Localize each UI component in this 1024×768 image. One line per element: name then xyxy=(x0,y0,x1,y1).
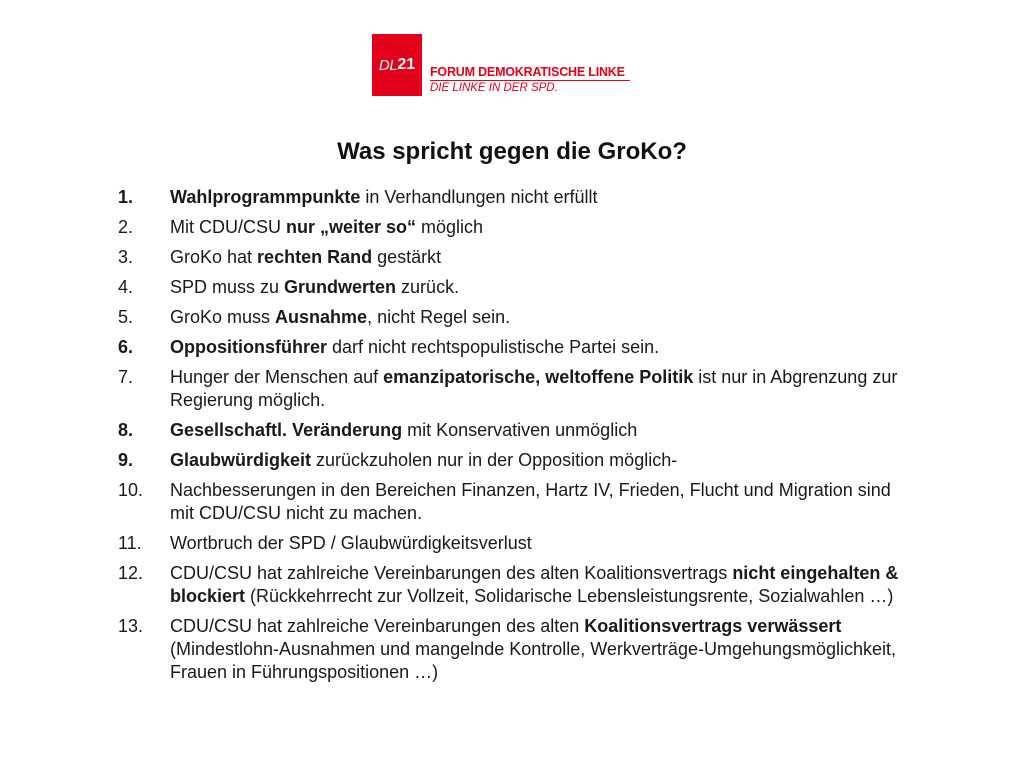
logo xyxy=(372,34,632,96)
list-item-text xyxy=(170,615,918,684)
emphasis-text: Oppositionsführer xyxy=(170,337,327,357)
text-segment: (Rückkehrrecht zur Vollzeit, Solidarische Lebensleistungsrente, Sozialwahlen …) xyxy=(245,586,894,606)
text-segment: , nicht Regel sein. xyxy=(367,307,511,327)
emphasis-text: rechten Rand xyxy=(257,247,373,267)
text-segment: (Mindestlohn-Ausnahmen und mangelnde Kontrolle, Werkverträge-Umgehungsmöglichkeit, Frauen in Führungspositionen …) xyxy=(170,639,897,682)
logo-tagline: DIE LINKE IN DER SPD. xyxy=(430,82,558,94)
list-item-number: 1. xyxy=(118,187,134,207)
list-item xyxy=(118,306,918,329)
list-item xyxy=(118,246,918,269)
list-item-text xyxy=(170,186,918,209)
logo-badge-prefix: DL xyxy=(378,56,398,74)
list-item-text xyxy=(170,449,918,472)
text-segment: darf nicht rechtspopulistische Partei sein. xyxy=(327,337,660,357)
list-item-text xyxy=(170,479,918,525)
list-item-number: 11. xyxy=(118,533,142,553)
list-item xyxy=(118,419,918,442)
text-segment: zurückzuholen nur in der Opposition möglich- xyxy=(311,450,678,470)
list-item xyxy=(118,532,918,555)
emphasis-text: nur „weiter so“ xyxy=(286,217,417,237)
list-item xyxy=(118,216,918,239)
logo-badge-number: 21 xyxy=(397,56,416,73)
list-item-number: 9. xyxy=(118,450,134,470)
list-item-text xyxy=(170,366,918,412)
list-item-text xyxy=(170,276,918,299)
list-item xyxy=(118,615,918,684)
list-item-number: 3. xyxy=(118,247,134,267)
emphasis-text: Glaubwürdigkeit xyxy=(170,450,312,470)
list-item-text xyxy=(170,216,918,239)
text-segment: CDU/CSU hat zahlreiche Vereinbarungen des alten Koalitionsvertrags xyxy=(170,563,733,583)
emphasis-text: emanzipatorische, weltoffene Politik xyxy=(383,367,694,387)
list-item xyxy=(118,366,918,412)
text-segment: möglich xyxy=(416,217,484,237)
list-item-text xyxy=(170,246,918,269)
list-item-text xyxy=(170,532,918,555)
list-item-number: 7. xyxy=(118,367,134,387)
list-item-number: 5. xyxy=(118,307,134,327)
text-segment: GroKo muss xyxy=(170,307,276,327)
list-item xyxy=(118,186,918,209)
text-segment: Hunger der Menschen auf xyxy=(170,367,384,387)
list-item-number: 6. xyxy=(118,337,134,357)
emphasis-text: nicht eingehalten & blockiert xyxy=(170,563,899,606)
list-item-text xyxy=(170,562,918,608)
list-item xyxy=(118,479,918,525)
list-item-text xyxy=(170,336,918,359)
emphasis-text: Grundwerten xyxy=(284,277,397,297)
text-segment: zurück. xyxy=(396,277,460,297)
text-segment: Wortbruch der SPD / Glaubwürdigkeitsverlust xyxy=(170,533,532,553)
list-item-text xyxy=(170,419,918,442)
emphasis-text: Wahlprogrammpunkte xyxy=(170,187,361,207)
text-segment: Nachbesserungen in den Bereichen Finanzen, Hartz IV, Frieden, Flucht und Migration sind mit CDU/CSU nicht zu machen. xyxy=(170,480,891,523)
list-item xyxy=(118,449,918,472)
text-segment: CDU/CSU hat zahlreiche Vereinbarungen des alten xyxy=(170,616,585,636)
logo-name: FORUM DEMOKRATISCHE LINKE xyxy=(430,65,625,79)
text-segment: Mit CDU/CSU xyxy=(170,217,286,237)
list-item-number: 8. xyxy=(118,420,134,440)
text-segment: gestärkt xyxy=(372,247,442,267)
list-item-number: 10. xyxy=(118,480,144,500)
text-segment: ist nur in Abgrenzung zur Regierung möglich. xyxy=(170,367,898,410)
text-segment: GroKo hat xyxy=(170,247,258,267)
emphasis-text: Gesellschaftl. Veränderung xyxy=(170,420,403,440)
list-item xyxy=(118,276,918,299)
emphasis-text: Koalitionsvertrags verwässert xyxy=(584,616,842,636)
text-segment: mit Konservativen unmöglich xyxy=(402,420,638,440)
list-item xyxy=(118,336,918,359)
list-item-text xyxy=(170,306,918,329)
argument-list xyxy=(118,186,918,691)
text-segment: in Verhandlungen nicht erfüllt xyxy=(360,187,598,207)
logo-badge xyxy=(372,34,422,96)
logo-divider xyxy=(430,80,630,81)
list-item-number: 12. xyxy=(118,563,144,583)
emphasis-text: Ausnahme xyxy=(275,307,368,327)
list-item-number: 4. xyxy=(118,277,134,297)
text-segment: SPD muss zu xyxy=(170,277,285,297)
list-item xyxy=(118,562,918,608)
page-title: Was spricht gegen die GroKo? xyxy=(337,138,687,165)
list-item-number: 2. xyxy=(118,217,134,237)
list-item-number: 13. xyxy=(118,616,144,636)
